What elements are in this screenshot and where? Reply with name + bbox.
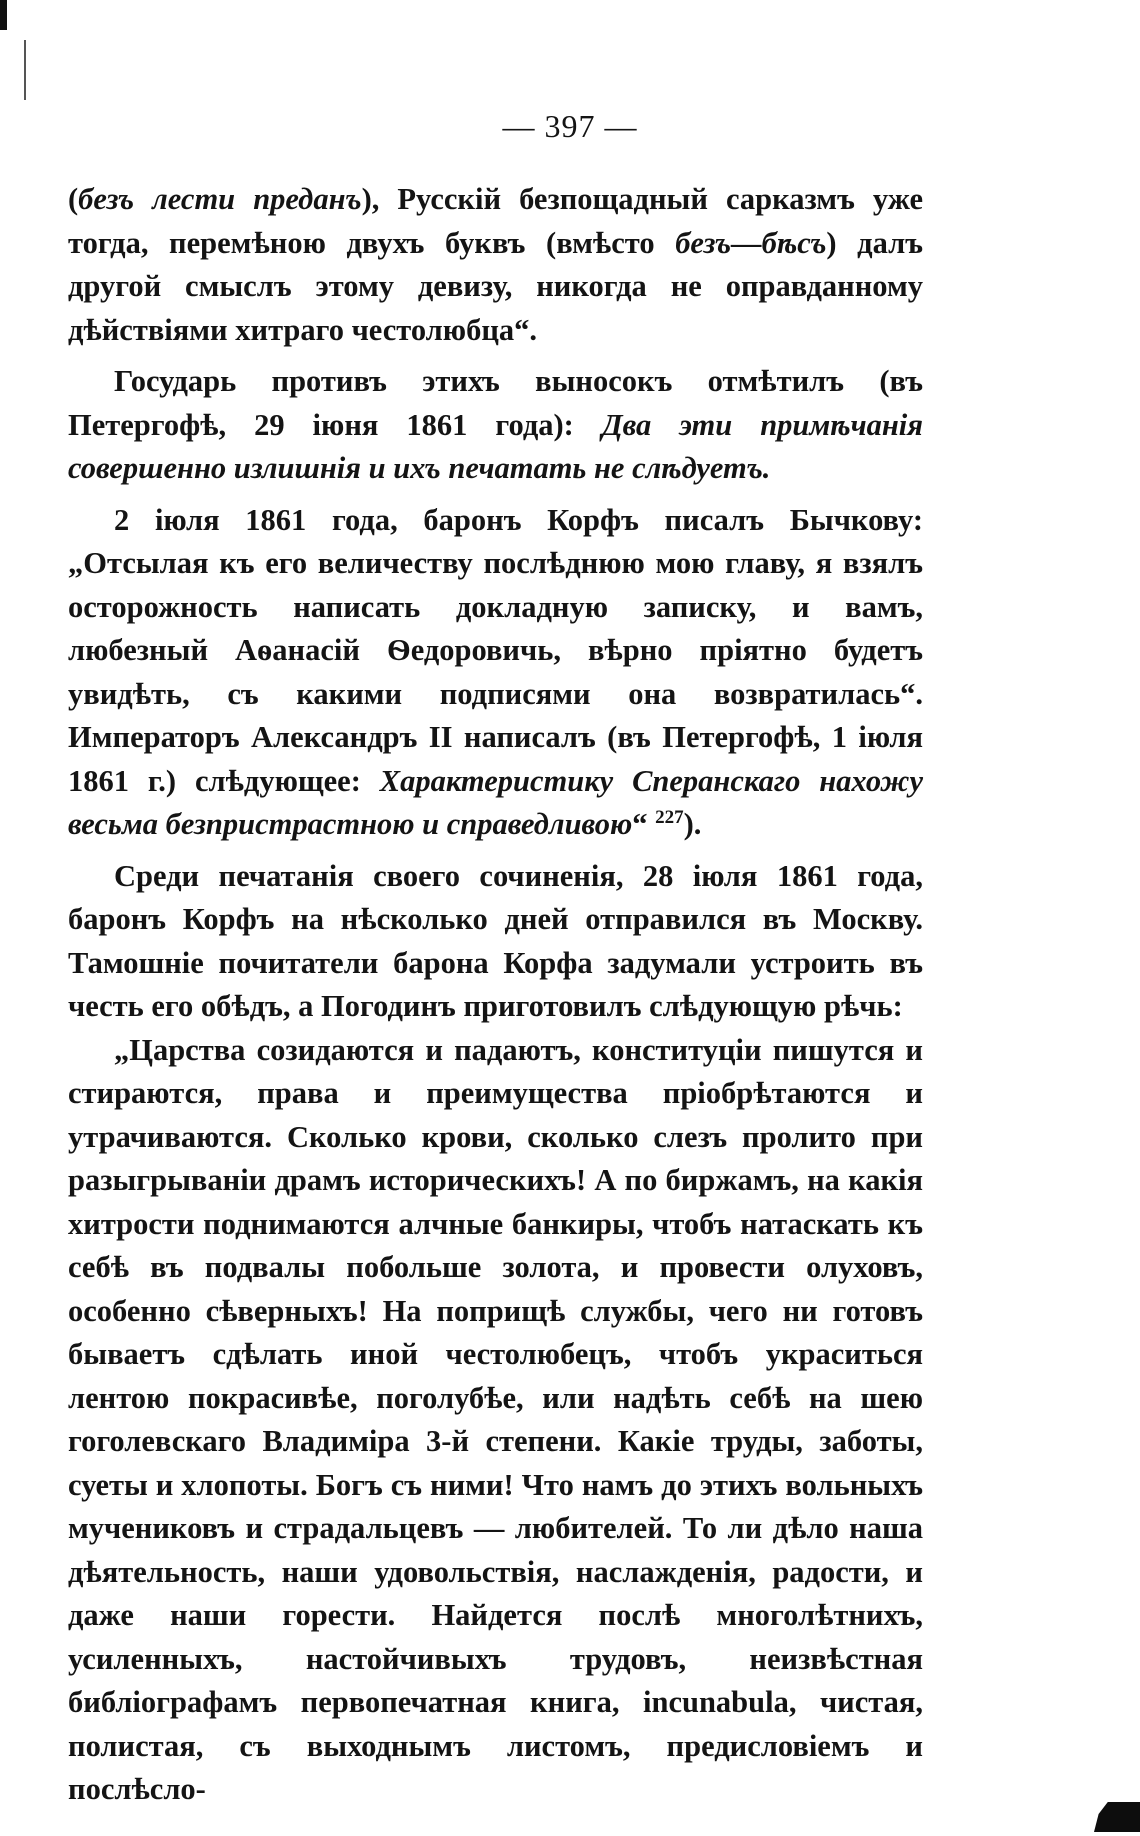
p3-text-2: “ [632,807,656,841]
p1-italic-motto: безъ лести преданъ [78,182,362,216]
p3-italic-resolution: Характеристику Сперанскаго нахожу весьма безпристрастною и справедливою [68,763,923,841]
paragraph-4: Среди печатанія своего сочиненія, 28 іюля 1861 года, баронъ Корфъ на нѣсколько дней отправился въ Москву. Тамошніе почитатели барона Корфа задумали устроить въ честь его обѣдъ, а Погодинъ приготовилъ слѣдующую рѣчь: [68,858,923,1023]
paragraph-2 [68,360,923,491]
scan-edge-mark [0,0,7,30]
p1-italic-wordplay: безъ—бѣсъ [675,225,827,260]
p2-text-1: Государь противъ этихъ выносокъ отмѣтилъ (въ Петергофѣ, 29 іюня 1861 года): [68,364,923,442]
page-number: — 397 — [502,108,638,144]
p1-text-2: ), Русскій безпощадный сарказмъ уже тогда, перемѣною двухъ буквъ (вмѣсто [68,182,923,260]
p2-italic-resolution: Два эти примѣчанія совершенно излишнія и ихъ печатать не слѣдуетъ. [68,407,923,485]
paragraph-1 [68,178,923,352]
scan-edge-line [24,40,26,100]
p1-text-1: ( [68,182,79,216]
p3-text-3: ). [683,807,702,841]
scan-corner-mark [1094,1802,1140,1832]
paragraph-3 [68,499,923,847]
paragraph-5-speech: „Царства созидаются и падаютъ, конституціи пишутся и стираются, права и преимущества пріобрѣтаются и утрачиваются. Сколько крови, сколько слезъ пролито при разыгрываніи драмъ историческихъ! А по биржамъ, на какія хитрости поднимаются алчные банкиры, чтобъ натаскать къ себѣ въ подвалы побольше золота, и провести олуховъ, особенно сѣверныхъ! На поприщѣ службы, чего ни готовъ бываетъ сдѣлать иной честолюбецъ, чтобъ украситься лентою покрасивѣе, поголубѣе, или надѣть себѣ на шею гоголевскаго Владиміра 3-й степени. Какіе труды, заботы, суеты и хлопоты. Богъ съ ними! Что намъ до этихъ вольныхъ мучениковъ и страдальцевъ — любителей. То ли дѣло наша дѣятельность, наши удовольствія, наслажденія, радости, и даже наши горести. Найдется послѣ многолѣтнихъ, усиленныхъ, настойчивыхъ трудовъ, неизвѣстная библіографамъ первопечатная книга, incunabula, чистая, полистая, съ выходнымъ листомъ, предисловіемъ и послѣсло- [68,1032,923,1806]
p3-text-1: 2 іюля 1861 года, баронъ Корфъ писалъ Бычкову: „Отсылая къ его величеству послѣднюю мою главу, я взялъ осторожность написать докладную записку, и вамъ, любезный Аѳанасій Ѳедоровичь, вѣрно пріятно будетъ увидѣть, съ какими подписями она возвратилась“. Императоръ Александръ II написалъ (въ Петергофѣ, 1 іюля 1861 г.) слѣдующее: [68,502,923,798]
page-body [68,178,923,1812]
footnote-ref: 227 [655,806,684,828]
p1-text-3: ) далъ другой смыслъ этому девизу, никогда не оправданному дѣйствіями хитраго честолюбца“. [68,225,923,347]
